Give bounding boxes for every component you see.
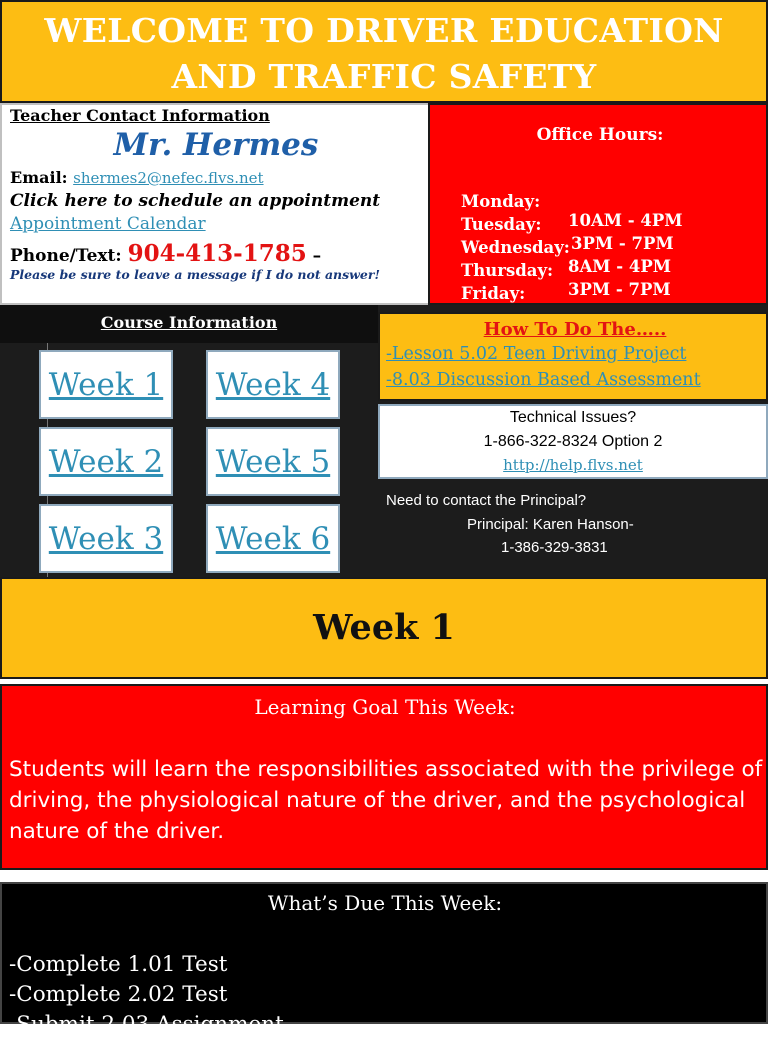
technical-issues-title: Technical Issues? bbox=[509, 409, 637, 426]
email-label: Email: bbox=[10, 168, 68, 187]
phone-note: Please be sure to leave a message if I do not answer! bbox=[10, 267, 380, 282]
phone-label: Phone/Text: bbox=[10, 246, 122, 266]
week-3-button[interactable]: Week 3 bbox=[39, 504, 173, 573]
week-5-button[interactable]: Week 5 bbox=[206, 427, 340, 496]
principal-question: Need to contact the Principal? bbox=[386, 492, 587, 509]
learning-goal-text: Students will learn the responsibilities associated with the privilege of driving, the physiological nature of the driver, and the psychological nature of the driver. bbox=[9, 757, 763, 844]
technical-issues-panel bbox=[378, 404, 768, 479]
lesson-5-02-link[interactable]: -Lesson 5.02 Teen Driving Project bbox=[386, 344, 687, 364]
due-item: -Submit 2.03 Assignment bbox=[9, 1012, 284, 1037]
header-title-line-2: AND TRAFFIC SAFETY bbox=[171, 57, 597, 96]
how-to-panel bbox=[378, 312, 768, 401]
office-hours-time: 3PM - 7PM bbox=[568, 280, 671, 299]
learning-goal-title: Learning Goal This Week: bbox=[254, 695, 516, 719]
office-hours-day: Wednesday: bbox=[460, 238, 570, 257]
teacher-contact-panel bbox=[0, 103, 428, 305]
week-2-button[interactable]: Week 2 bbox=[39, 427, 173, 496]
office-hours-day: Tuesday: bbox=[460, 215, 542, 234]
office-hours-panel bbox=[428, 103, 768, 305]
email-row bbox=[10, 168, 264, 187]
office-hours-time: 3PM - 7PM bbox=[571, 234, 674, 253]
due-this-week-panel bbox=[0, 882, 768, 1037]
phone-number: 904-413-1785 bbox=[127, 240, 307, 267]
how-to-title: How To Do The….. bbox=[483, 319, 667, 340]
office-hours-time: 10AM - 4PM bbox=[568, 211, 683, 230]
office-hours-day: Friday: bbox=[460, 284, 526, 303]
phone-row bbox=[10, 240, 321, 267]
teacher-name: Mr. Hermes bbox=[113, 127, 319, 163]
header-banner bbox=[0, 0, 768, 103]
week-1-button[interactable]: Week 1 bbox=[39, 350, 173, 419]
week-4-button[interactable]: Week 4 bbox=[206, 350, 340, 419]
course-information-heading: Course Information bbox=[100, 313, 278, 332]
current-week-title: Week 1 bbox=[0, 577, 768, 679]
technical-support-phone: 1-866-322-8324 Option 2 bbox=[483, 433, 663, 450]
learning-goal-panel bbox=[0, 684, 768, 870]
due-item: -Complete 2.02 Test bbox=[9, 982, 228, 1007]
help-site-link[interactable]: http://help.flvs.net bbox=[503, 456, 643, 474]
office-hours-time: 8AM - 4PM bbox=[568, 257, 672, 276]
appointment-calendar-link[interactable]: Appointment Calendar bbox=[10, 214, 206, 234]
office-hours-day: Thursday: bbox=[460, 261, 554, 280]
office-hours-day: Monday: bbox=[460, 192, 541, 211]
principal-phone: 1-386-329-3831 bbox=[501, 539, 608, 556]
office-hours-title: Office Hours: bbox=[536, 125, 664, 145]
contact-heading: Teacher Contact Information bbox=[10, 106, 270, 125]
due-this-week-title: What’s Due This Week: bbox=[267, 891, 503, 915]
email-link[interactable]: shermes2@nefec.flvs.net bbox=[73, 169, 264, 187]
week-6-button[interactable]: Week 6 bbox=[206, 504, 340, 573]
principal-name: Principal: Karen Hanson- bbox=[467, 516, 634, 533]
phone-dash: – bbox=[312, 246, 322, 266]
schedule-appointment-text[interactable]: Click here to schedule an appointment bbox=[10, 191, 381, 211]
discussion-assessment-link[interactable]: -8.03 Discussion Based Assessment bbox=[386, 370, 701, 390]
due-item: -Complete 1.01 Test bbox=[9, 952, 228, 977]
header-title-line-1: WELCOME TO DRIVER EDUCATION bbox=[44, 11, 724, 50]
